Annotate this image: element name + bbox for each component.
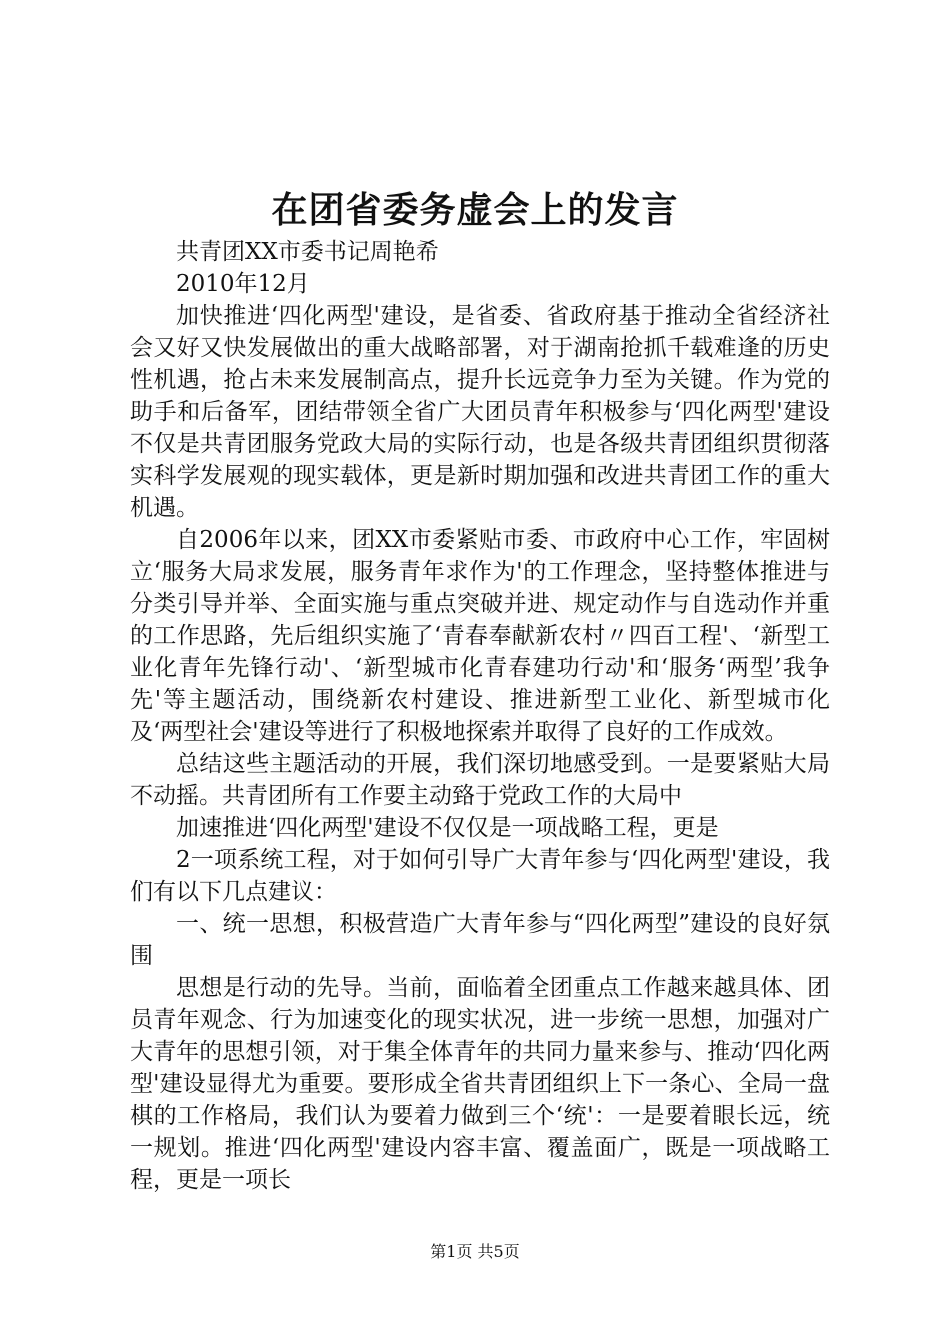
page-footer: 第1页 共5页 (430, 1242, 520, 1261)
document-body (130, 236, 830, 1196)
paragraph: 加速推进‘四化两型'建设不仅仅是一项战略工程，更是 (176, 815, 719, 841)
section-heading: 一、统一思想，积极营造广大青年参与“四化两型”建设的良好氛围 (130, 911, 830, 969)
date-line: 2010年12月 (176, 271, 310, 297)
paragraph: 思想是行动的先导。当前，面临着全团重点工作越来越具体、团员青年观念、行为加速变化的现实状况，进一步统一思想，加强对广大青年的思想引领，对于集全体青年的共同力量来参与、推动‘四化两型'建设显得尤为重要。要形成全省共青团组织上下一条心、全局一盘棋的工作格局，我们认为要着力做到三个‘统'：一是要着眼长远，统一规划。推进‘四化两型'建设内容丰富、覆盖面广，既是一项战略工程，更是一项长 (130, 975, 830, 1193)
author-line: 共青团XX市委书记周艳希 (176, 239, 439, 265)
paragraph: 总结这些主题活动的开展，我们深切地感受到。一是要紧贴大局不动摇。共青团所有工作要主动臵于党政工作的大局中 (130, 751, 830, 809)
paragraph: 自2006年以来，团XX市委紧贴市委、市政府中心工作，牢固树立‘服务大局求发展，服务青年求作为'的工作理念，坚持整体推进与分类引导并举、全面实施与重点突破并进、规定动作与自选动作并重的工作思路，先后组织实施了‘青春奉献新农村〃四百工程'、‘新型工业化青年先锋行动'、‘新型城市化青春建功行动'和‘服务‘两型’我争先'等主题活动，围绕新农村建设、推进新型工业化、新型城市化及‘两型社会'建设等进行了积极地探索并取得了良好的工作成效。 (130, 527, 830, 745)
paragraph: 2一项系统工程，对于如何引导广大青年参与‘四化两型'建设，我们有以下几点建议： (130, 847, 830, 905)
paragraph: 加快推进‘四化两型'建设，是省委、省政府基于推动全省经济社会又好又快发展做出的重大战略部署，对于湖南抢抓千载难逢的历史性机遇，抢占未来发展制高点，提升长远竞争力至为关键。作为党的助手和后备军，团结带领全省广大团员青年积极参与‘四化两型'建设不仅是共青团服务党政大局的实际行动，也是各级共青团组织贯彻落实科学发展观的现实载体，更是新时期加强和改进共青团工作的重大机遇。 (130, 303, 830, 521)
document-title: 在团省委务虚会上的发言 (271, 189, 679, 231)
